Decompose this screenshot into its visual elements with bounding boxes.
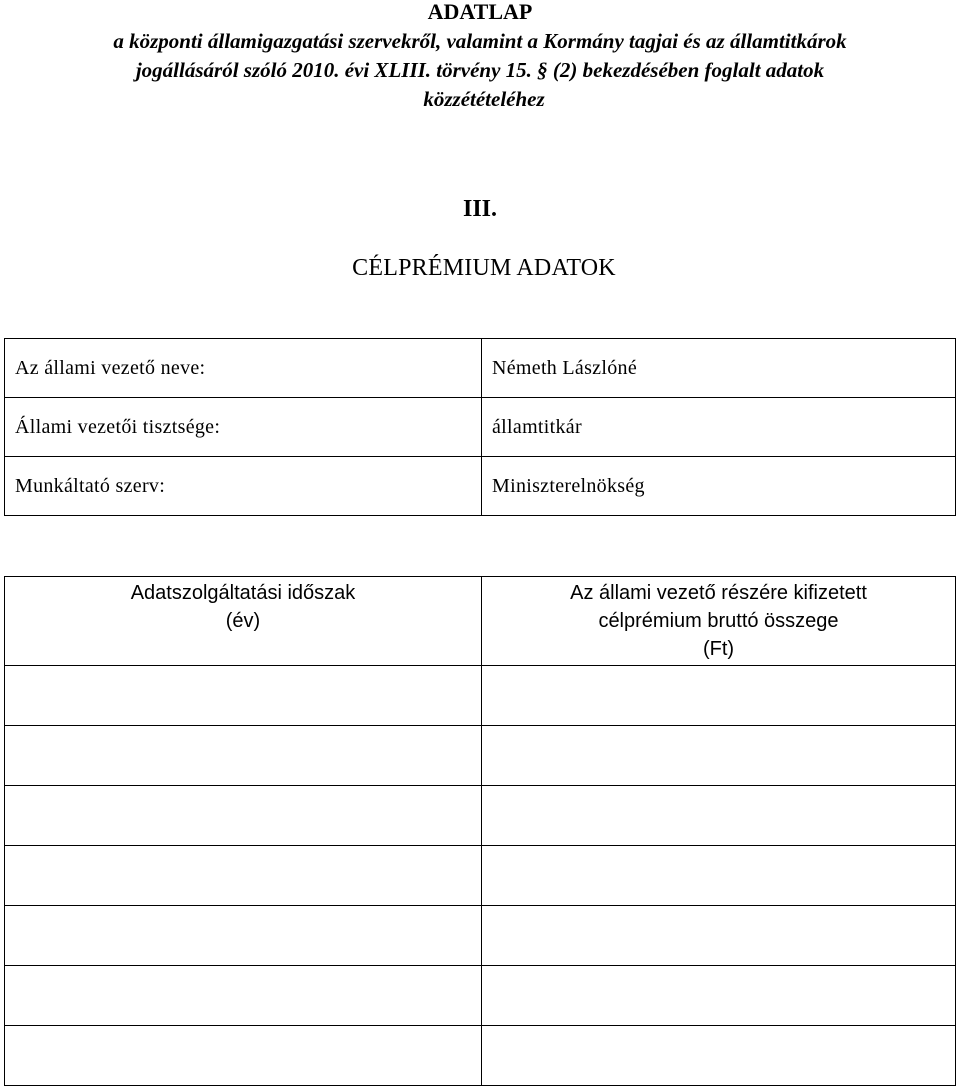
column-header-period-line-1: Adatszolgáltatási időszak bbox=[130, 582, 356, 604]
period-cell bbox=[5, 966, 482, 1026]
info-row-employer bbox=[5, 457, 956, 516]
table-row bbox=[5, 666, 956, 726]
info-value-position: államtitkár bbox=[482, 398, 956, 457]
info-label-position: Állami vezetői tisztsége: bbox=[5, 398, 482, 457]
amount-cell bbox=[482, 1026, 956, 1086]
table-row bbox=[5, 966, 956, 1026]
bonus-data-table bbox=[4, 576, 956, 1086]
column-header-amount-line-3: (Ft) bbox=[702, 638, 735, 660]
amount-cell bbox=[482, 726, 956, 786]
amount-cell bbox=[482, 906, 956, 966]
document-subtitle-line-2: jogállásáról szóló 2010. évi XLIII. törvény 15. § (2) bekezdésében foglalt adatok bbox=[135, 58, 825, 82]
period-cell bbox=[5, 726, 482, 786]
document-title: ADATLAP bbox=[427, 0, 533, 24]
period-cell bbox=[5, 786, 482, 846]
official-info-table bbox=[4, 338, 956, 516]
period-cell bbox=[5, 906, 482, 966]
table-row bbox=[5, 786, 956, 846]
info-value-employer: Miniszterelnökség bbox=[482, 457, 956, 516]
column-header-amount bbox=[482, 577, 956, 666]
period-cell bbox=[5, 666, 482, 726]
table-row bbox=[5, 846, 956, 906]
amount-cell bbox=[482, 846, 956, 906]
amount-cell bbox=[482, 666, 956, 726]
table-row bbox=[5, 1026, 956, 1086]
table-row bbox=[5, 726, 956, 786]
period-cell bbox=[5, 1026, 482, 1086]
section-number: III. bbox=[462, 196, 498, 222]
document-subtitle-line-1: a központi államigazgatási szervekről, valamint a Kormány tagjai és az államtitkárok bbox=[113, 29, 847, 53]
table-row bbox=[5, 906, 956, 966]
column-header-amount-line-1: Az állami vezető részére kifizetett bbox=[570, 582, 867, 604]
info-label-name: Az állami vezető neve: bbox=[5, 339, 482, 398]
info-label-employer: Munkáltató szerv: bbox=[5, 457, 482, 516]
section-title: CÉLPRÉMIUM ADATOK bbox=[352, 255, 616, 281]
amount-cell bbox=[482, 966, 956, 1026]
period-cell bbox=[5, 846, 482, 906]
bonus-table-header-row bbox=[5, 577, 956, 666]
document-subtitle-line-3: közzétételéhez bbox=[423, 87, 545, 111]
info-row-name bbox=[5, 339, 956, 398]
column-header-period bbox=[5, 577, 482, 666]
column-header-period-line-2: (év) bbox=[225, 610, 261, 632]
column-header-amount-line-2: célprémium bruttó összege bbox=[598, 610, 839, 632]
amount-cell bbox=[482, 786, 956, 846]
info-row-position bbox=[5, 398, 956, 457]
info-value-name: Németh Lászlóné bbox=[482, 339, 956, 398]
